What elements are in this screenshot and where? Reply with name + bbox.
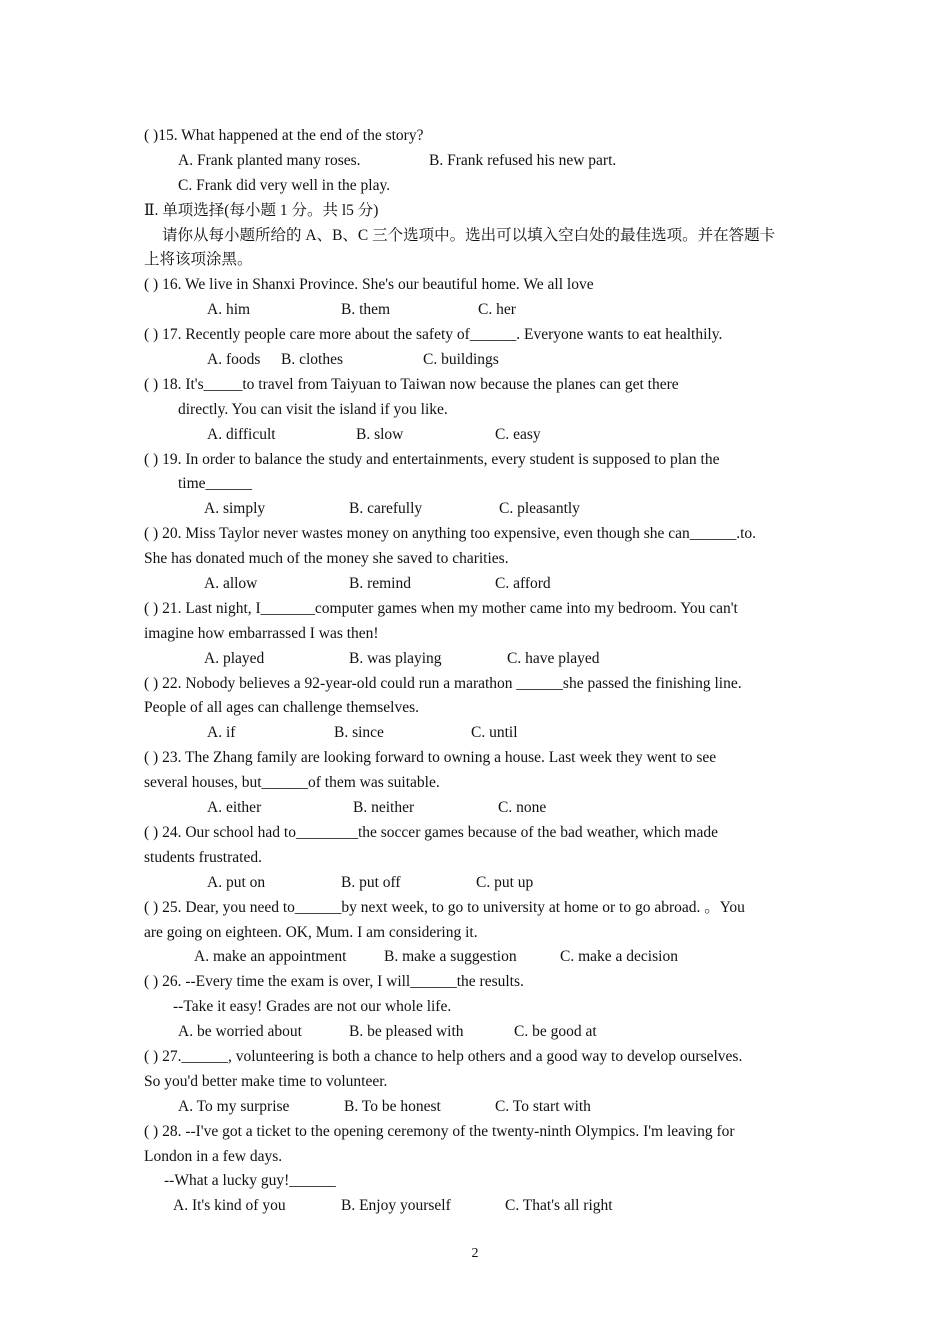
question-16-stem: ( ) 16. We live in Shanxi Province. She's our beautiful home. We all love [144, 276, 594, 294]
option-c[interactable]: C. her [478, 301, 516, 319]
page-number: 2 [471, 1246, 479, 1261]
option-c[interactable]: C. That's all right [505, 1197, 613, 1215]
option-c[interactable]: C. make a decision [560, 948, 678, 966]
option-b[interactable]: B. be pleased with [349, 1023, 464, 1041]
section-instructions-cont: 上将该项涂黑。 [144, 251, 253, 269]
option-c[interactable]: C. put up [476, 873, 534, 891]
option-a[interactable]: A. allow [204, 575, 258, 593]
question-18-options [144, 423, 806, 448]
question-15-stem: ( )15. What happened at the end of the story? [144, 127, 424, 144]
option-a[interactable]: A. Frank planted many roses. [178, 151, 361, 169]
option-c[interactable]: C. buildings [423, 351, 499, 369]
question-25-stem: ( ) 25. Dear, you need to______by next week, to go to university at home or to go abroad. 。You [144, 898, 745, 916]
option-c[interactable]: C. pleasantly [499, 500, 580, 518]
option-c[interactable]: C. To start with [495, 1097, 591, 1115]
question-23-stem-cont: several houses, but______of them was suitable. [144, 774, 440, 792]
option-b[interactable]: B. put off [341, 873, 401, 891]
option-a[interactable]: A. make an appointment [194, 948, 347, 966]
option-b[interactable]: B. To be honest [344, 1097, 441, 1115]
question-24-stem: ( ) 24. Our school had to________the soccer games because of the bad weather, which made [144, 823, 718, 841]
question-27-stem-cont: So you'd better make time to volunteer. [144, 1072, 388, 1090]
question-19-stem: ( ) 19. In order to balance the study and entertainments, every student is supposed to plan the [144, 450, 720, 468]
question-17-stem: ( ) 17. Recently people care more about the safety of______. Everyone wants to eat healthily. [144, 326, 723, 344]
question-19-options [144, 497, 806, 522]
question-18-stem: ( ) 18. It's_____to travel from Taiyuan to Taiwan now because the planes can get there [144, 375, 679, 393]
question-27-stem: ( ) 27.______, volunteering is both a chance to help others and a good way to develop ourselves. [144, 1047, 743, 1065]
question-23-options [144, 796, 806, 821]
option-a[interactable]: A. put on [207, 873, 266, 891]
question-22-options [144, 721, 806, 746]
question-22-stem-cont: People of all ages can challenge themselves. [144, 699, 420, 717]
option-c[interactable]: C. be good at [514, 1023, 597, 1041]
question-25-options [144, 945, 806, 970]
option-b[interactable]: B. make a suggestion [384, 948, 517, 966]
question-26-stem: ( ) 26. --Every time the exam is over, I will______the results. [144, 973, 524, 991]
question-26-options [144, 1020, 806, 1045]
question-28-stem-reply: --What a lucky guy!______ [164, 1172, 336, 1190]
option-a[interactable]: A. foods [207, 351, 261, 369]
question-21-stem-cont: imagine how embarrassed I was then! [144, 624, 379, 642]
option-a[interactable]: A. To my surprise [178, 1097, 290, 1115]
option-a[interactable]: A. be worried about [178, 1023, 302, 1041]
question-20-stem-cont: She has donated much of the money she saved to charities. [144, 550, 509, 568]
option-b[interactable]: B. carefully [349, 500, 423, 518]
question-20-options [144, 572, 806, 597]
question-19-stem-cont: time______ [178, 475, 253, 493]
option-b[interactable]: B. Frank refused his new part. [429, 151, 617, 169]
option-c[interactable]: C. until [471, 724, 518, 742]
option-c[interactable]: C. have played [507, 649, 600, 667]
option-b[interactable]: B. remind [349, 575, 411, 593]
option-b[interactable]: B. was playing [349, 649, 442, 667]
question-24-stem-cont: students frustrated. [144, 848, 262, 866]
option-b[interactable]: B. slow [356, 425, 404, 443]
question-25-stem-cont: are going on eighteen. OK, Mum. I am considering it. [144, 923, 478, 941]
question-20-stem: ( ) 20. Miss Taylor never wastes money on anything too expensive, even though she can______.to. [144, 525, 757, 543]
option-a[interactable]: A. It's kind of you [173, 1197, 286, 1215]
option-a[interactable]: A. difficult [207, 425, 276, 443]
question-22-stem: ( ) 22. Nobody believes a 92-year-old could run a marathon ______she passed the finishing line. [144, 674, 742, 692]
question-28-stem: ( ) 28. --I've got a ticket to the opening ceremony of the twenty-ninth Olympics. I'm leaving for [144, 1122, 735, 1140]
option-b[interactable]: B. clothes [281, 351, 343, 369]
question-23-stem: ( ) 23. The Zhang family are looking forward to owning a house. Last week they went to see [144, 749, 717, 767]
option-a[interactable]: A. if [207, 724, 236, 742]
question-26-stem-cont: --Take it easy! Grades are not our whole life. [173, 998, 452, 1016]
option-a[interactable]: A. simply [204, 500, 266, 518]
option-c[interactable]: C. none [498, 799, 547, 817]
question-28-options [144, 1194, 806, 1219]
option-a[interactable]: A. him [207, 301, 251, 319]
question-18-stem-cont: directly. You can visit the island if you like. [178, 400, 448, 418]
option-c[interactable]: C. afford [495, 575, 551, 593]
option-b[interactable]: B. Enjoy yourself [341, 1197, 451, 1215]
section-heading: Ⅱ. 单项选择(每小题 1 分。共 l5 分) [144, 201, 379, 219]
option-c[interactable]: C. Frank did very well in the play. [178, 176, 391, 194]
question-content [144, 124, 806, 1219]
question-21-options [144, 647, 806, 672]
option-b[interactable]: B. since [334, 724, 384, 742]
question-24-options [144, 871, 806, 896]
option-b[interactable]: B. them [341, 301, 391, 319]
question-17-options [144, 348, 806, 373]
question-16-options [144, 298, 806, 323]
option-a[interactable]: A. either [207, 799, 262, 817]
section-instructions: 请你从每小题所给的 A、B、C 三个选项中。选出可以填入空白处的最佳选项。并在答题卡 [162, 226, 776, 244]
question-21-stem: ( ) 21. Last night, I_______computer games when my mother came into my bedroom. You can't [144, 599, 738, 617]
question-15-options-ab [144, 149, 806, 174]
option-a[interactable]: A. played [204, 649, 265, 667]
question-28-stem-cont: London in a few days. [144, 1147, 283, 1165]
question-27-options [144, 1095, 806, 1120]
option-b[interactable]: B. neither [353, 799, 415, 817]
option-c[interactable]: C. easy [495, 425, 541, 443]
